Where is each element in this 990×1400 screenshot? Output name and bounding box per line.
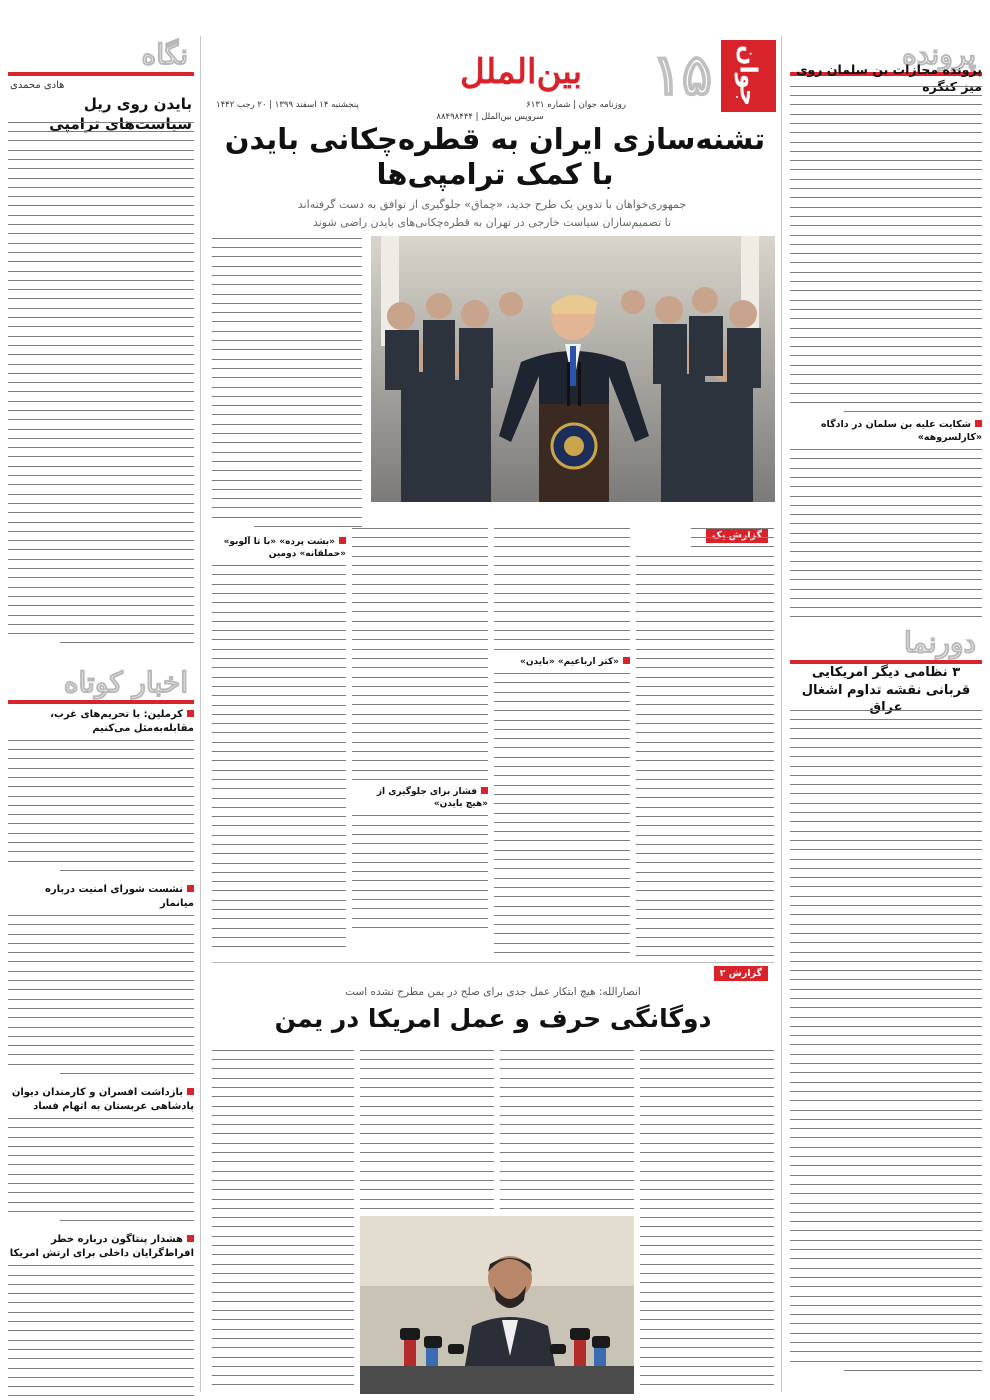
right-subhead: شکایت علیه بن سلمان در دادگاه «کارلسروهه» <box>820 418 982 443</box>
story-divider <box>212 962 774 963</box>
report-body-text <box>790 708 982 1394</box>
page-number: ۱۵ <box>651 42 712 108</box>
newspaper-logo: جوان <box>721 40 776 112</box>
bullet-square-icon <box>187 1088 194 1095</box>
column-title: پرونده مجازات بن سلمان روی <box>796 62 982 77</box>
column-divider <box>781 36 782 1392</box>
center-col-4 <box>212 536 346 956</box>
center-col-1 <box>636 526 774 956</box>
yemen-col-1 <box>640 1048 774 1394</box>
column-divider <box>200 36 201 1392</box>
yemen-col-4 <box>212 1048 354 1394</box>
section-rule <box>8 72 194 76</box>
news-item-headline: بازداشت افسران و کارمندان دیوان پادشاهی عربستان به اتهام فساد <box>11 1087 194 1112</box>
photo-illustration <box>371 236 775 502</box>
column-title: ۳ نظامی دیگر امریکایی قربانی نقشه تداوم اشغال <box>801 665 971 698</box>
section-title: بین‌الملل <box>460 52 583 92</box>
center-col-3 <box>352 526 488 956</box>
section-word: پرونده <box>902 38 976 71</box>
bullet-square-icon <box>481 787 488 794</box>
section-word: دورنما <box>903 626 976 659</box>
issue-line: روزنامه جوان | شماره ۶۱۳۱ <box>526 100 626 110</box>
section-rule <box>8 700 194 704</box>
headline-subtitle: جمهوری‌خواهان با تدوین یک طرح جدید، «چماق» جلوگیری از توافق به دست گرفته‌اند تا تصمیم‌سازان سیاست خارجی در تهران به قطره‌چکانی‌های بایدن راضی شوند <box>297 198 687 229</box>
report-tag: گزارش ۲ <box>714 966 768 981</box>
center-col-2 <box>494 526 630 956</box>
bullet-square-icon <box>623 657 630 664</box>
yemen-kicker: انصارالله: هیچ ابتکار عمل جدی برای صلح در یمن مطرح نشده است <box>345 986 641 998</box>
trump-podium-photo <box>371 236 775 502</box>
service-line: سرویس بین‌الملل | ۸۸۴۹۸۴۴۴ <box>436 112 544 122</box>
section-word: نگاه <box>141 38 188 71</box>
news-item-headline: هشدار پنتاگون درباره خطر افراط‌گرایان داخلی برای ارتش امریکا <box>9 1234 194 1259</box>
section-header-doornama <box>790 624 982 664</box>
news-item-headline: کرملین: با تحریم‌های غرب، مقابله‌به‌مثل می‌کنیم <box>50 709 194 734</box>
main-headline: تشنه‌سازی ایران به قطره‌چکانی بایدن با کمک ترامپی‌ها <box>224 122 766 191</box>
bullet-square-icon <box>339 537 346 544</box>
masthead-info <box>212 100 774 112</box>
bullet-square-icon <box>187 885 194 892</box>
date-line: پنجشنبه ۱۴ اسفند ۱۳۹۹ | ۲۰ رجب ۱۴۴۲ <box>216 100 359 110</box>
short-news-list <box>8 708 194 1398</box>
center-subhead: فشار برای جلوگیری از «هیچ بایدن» <box>376 787 488 810</box>
left-body-text <box>8 120 194 666</box>
bullet-square-icon <box>975 420 982 427</box>
bullet-square-icon <box>187 1235 194 1242</box>
bullet-square-icon <box>187 710 194 717</box>
photo-illustration <box>360 1216 634 1394</box>
lead-article-text <box>212 236 362 532</box>
section-word: اخبار کوتاه <box>63 666 188 699</box>
news-item-headline: نشست شورای امنیت درباره میانمار <box>44 884 194 909</box>
column-title: بایدن روی ریل <box>83 95 192 113</box>
center-subhead: «بشت پرده» «با تا آلوبو» «حملقانه» دومین <box>223 537 346 560</box>
section-header-negah <box>8 36 194 76</box>
yemen-headline: دوگانگی حرف و عمل امریکا در یمن <box>274 1004 712 1033</box>
yemen-press-photo <box>360 1216 634 1394</box>
author-name: هادی محمدی <box>10 80 65 91</box>
section-header-short-news <box>8 664 194 704</box>
right-body-text <box>790 84 982 618</box>
center-subhead: «کتر ارباعیم» «بایدن» <box>494 656 630 668</box>
